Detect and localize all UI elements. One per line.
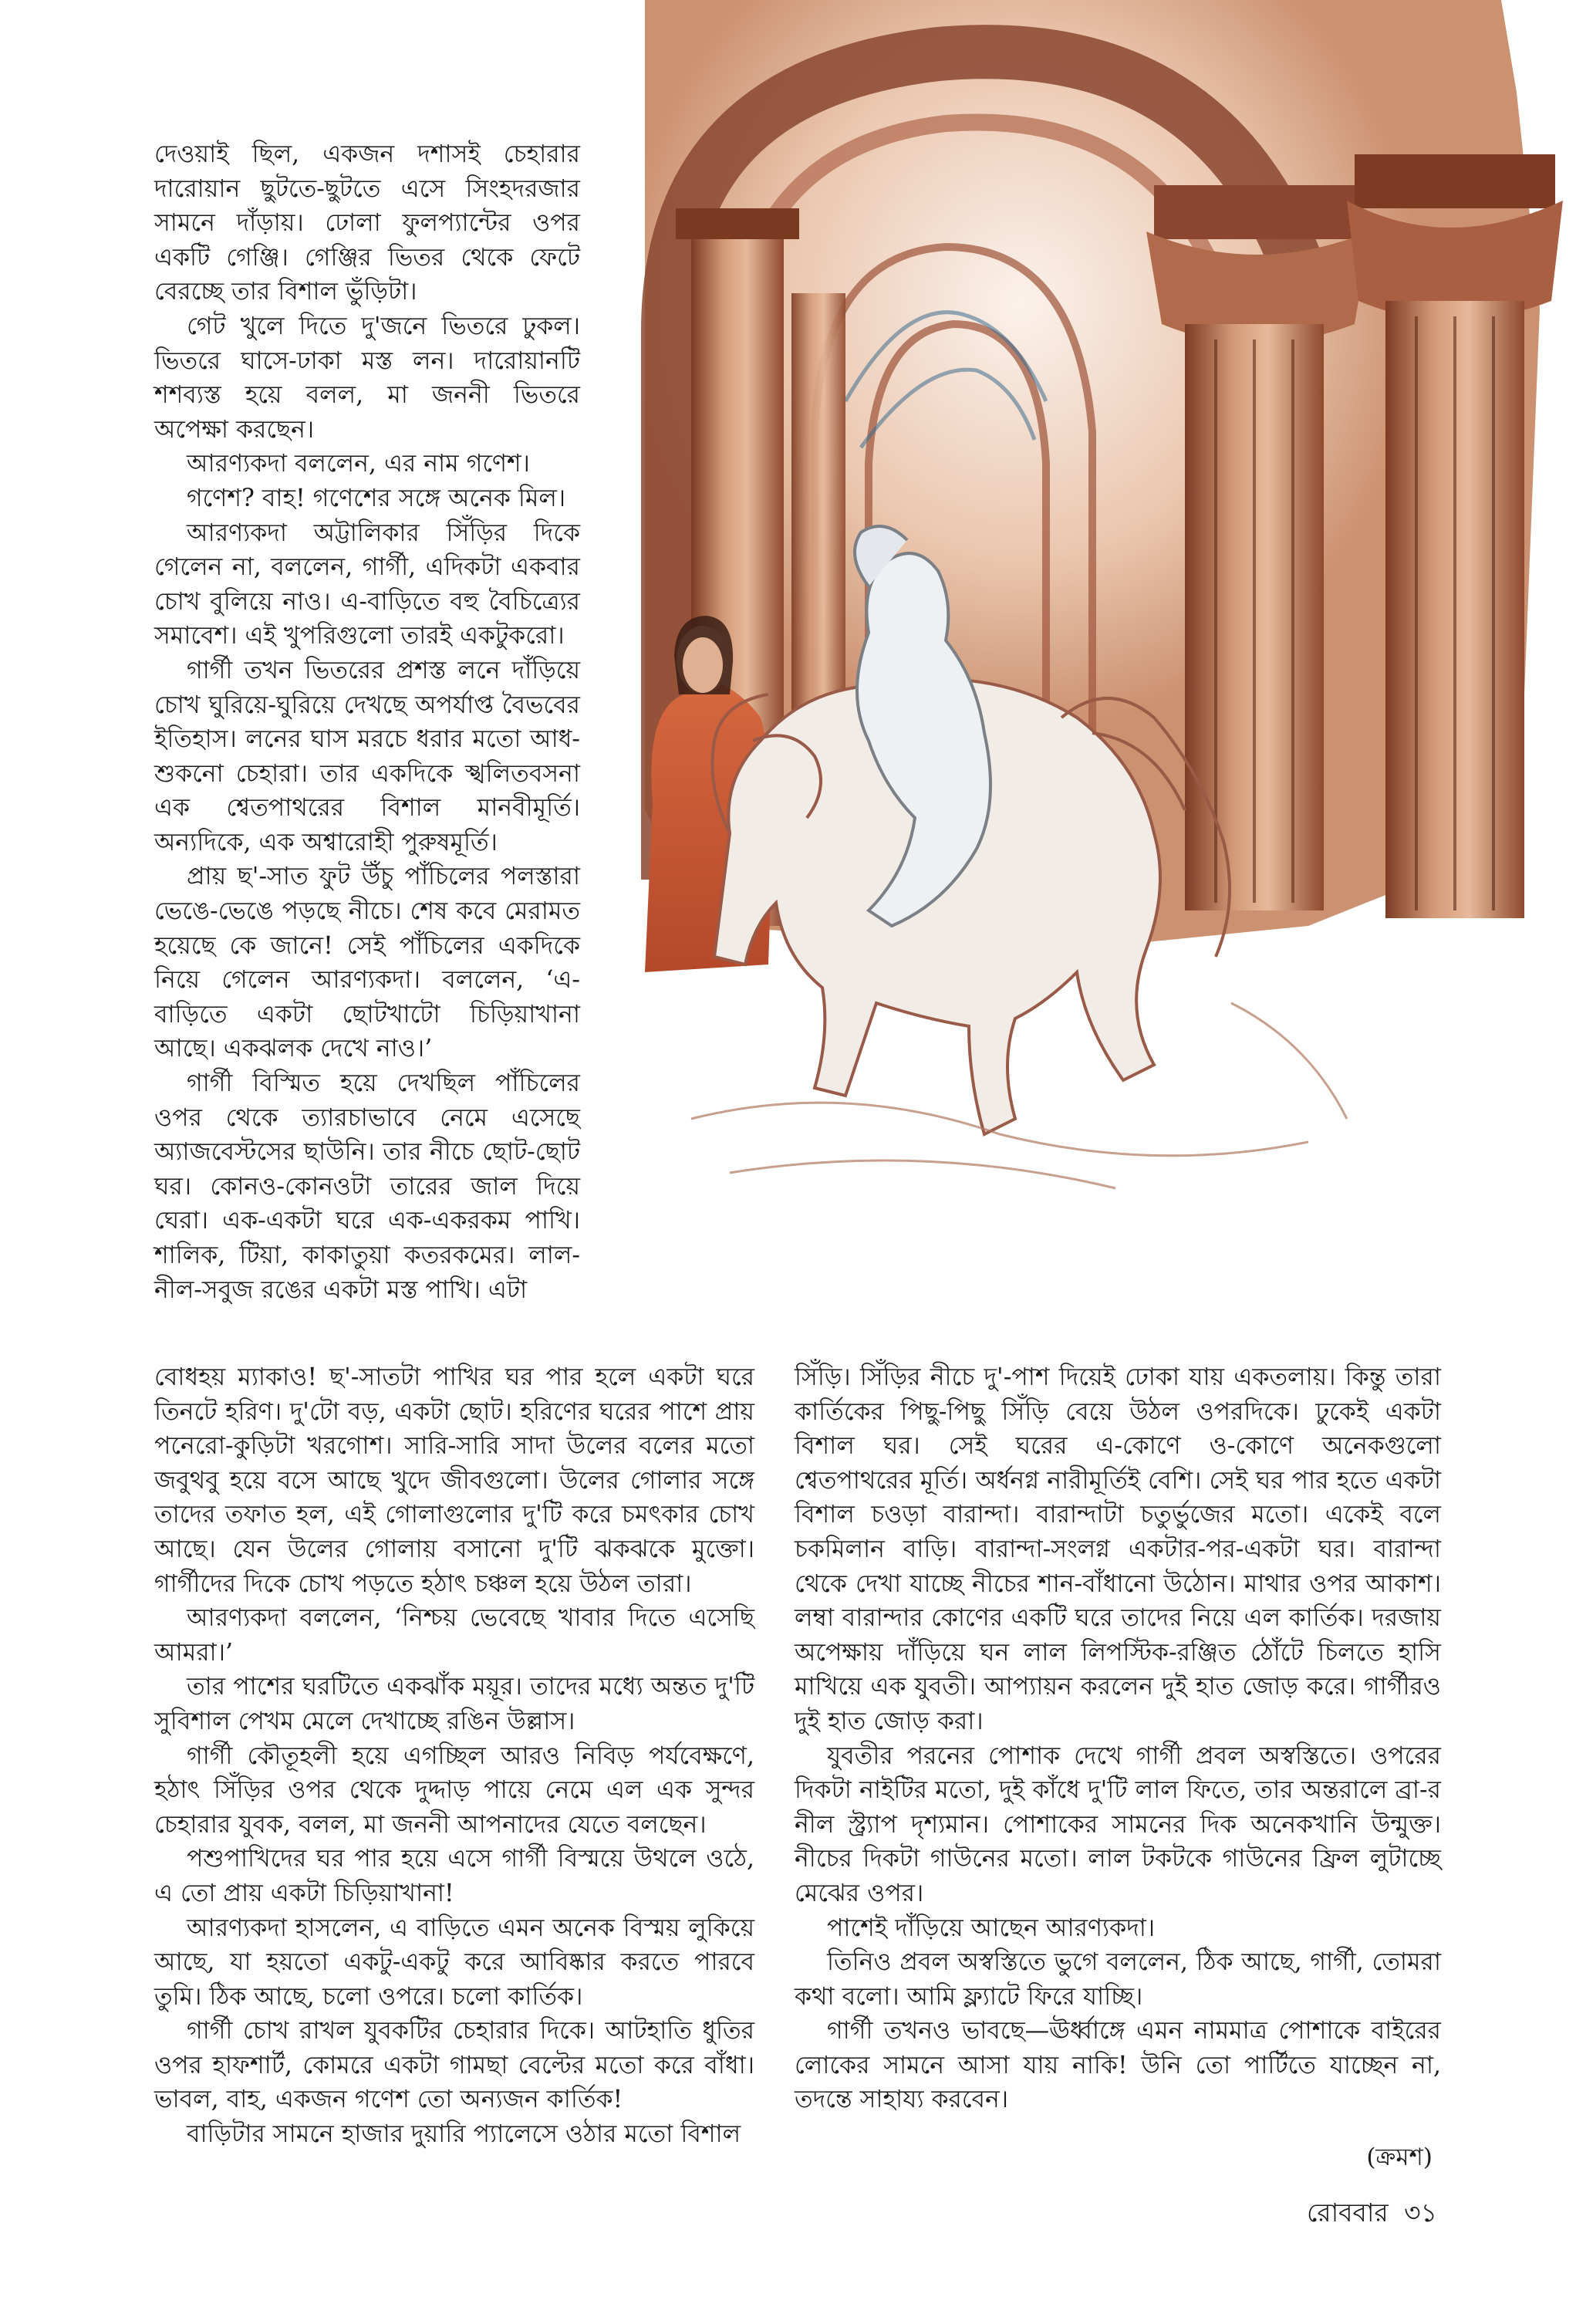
- paragraph: গণেশ? বাহ! গণেশের সঙ্গে অনেক মিল।: [187, 484, 566, 512]
- paragraph: প্রায় ছ'-সাত ফুট উঁচু পাঁচিলের পলস্তারা ভেঙে-ভেঙে পড়ছে নীচে। শেষ কবে মেরামত হয়েছে কে জানে! সেই পাঁচিলের একদিকে নিয়ে গেলেন আরণ্যকদা। বললেন, ‘এ-বাড়িতে একটা ছোটখাটো চিড়িয়াখানা আছে। একঝলক দেখে নাও।’: [154, 863, 580, 1063]
- paragraph: গার্গী তখন ভিতরের প্রশস্ত লনে দাঁড়িয়ে চোখ ঘুরিয়ে-ঘুরিয়ে দেখছে অপর্যাপ্ত বৈভবের ইতিহাস। লনের ঘাস মরচে ধরার মতো আধ-শুকনো চেহারা। তার একদিকে স্খলিতবসনা এক শ্বেতপাথরের বিশাল মানবীমূর্তি। অন্যদিকে, এক অশ্বারোহী পুরুষমূর্তি।: [154, 656, 580, 856]
- paragraph: দেওয়াই ছিল, একজন দশাসই চেহারার দারোয়ান ছুটতে-ছুটতে এসে সিংহদরজার সামনে দাঁড়ায়। ঢোলা ফুলপ্যান্টের ওপর একটি গেঞ্জি। গেঞ্জির ভিতর থেকে ফেটে বেরচ্ছে তার বিশাল ভুঁড়িটা।: [154, 140, 580, 306]
- palace-illustration: [614, 0, 1576, 1227]
- paragraph: গেট খুলে দিতে দু'জনে ভিতরে ঢুকল। ভিতরে ঘাসে-ঢাকা মস্ত লন। দারোয়ানটি শশব্যস্ত হয়ে বলল, মা জননী ভিতরে অপেক্ষা করছেন।: [154, 312, 580, 444]
- paragraph: বাড়িটার সামনে হাজার দুয়ারি প্যালেসে ওঠার মতো বিশাল: [187, 2120, 741, 2149]
- left-column: [154, 137, 580, 1307]
- page-number: ৩১: [1404, 2197, 1437, 2228]
- paragraph: সিঁড়ি। সিঁড়ির নীচে দু'-পাশ দিয়েই ঢোকা যায় একতলায়। কিন্তু তারা কার্তিকের পিছু-পিছু সিঁড়ি বেয়ে উঠল ওপরদিকে। ঢুকেই একটা বিশাল ঘর। সেই ঘরের এ-কোণে ও-কোণে অনেকগুলো শ্বেতপাথরের মূর্তি। অর্ধনগ্ন নারীমূর্তিই বেশি। সেই ঘর পার হতে একটা বিশাল চওড়া বারান্দা। বারান্দাটা চতুর্ভুজের মতো। একেই বলে চকমিলান বাড়ি। বারান্দা-সংলগ্ন একটার-পর-একটা ঘর। বারান্দা থেকে দেখা যাচ্ছে নীচের শান-বাঁধানো উঠোন। মাথার ওপর আকাশ। লম্বা বারান্দার কোণের একটি ঘরে তাদের নিয়ে এল কার্তিক। দরজায় অপেক্ষায় দাঁড়িয়ে ঘন লাল লিপস্টিক-রঞ্জিত ঠোঁটে চিলতে হাসি মাখিয়ে এক যুবতী। আপ্যায়ন করলেন দুই হাত জোড় করে। গার্গীরও দুই হাত জোড় করা।: [795, 1363, 1441, 1735]
- paragraph: বোধহয় ম্যাকাও! ছ'-সাতটা পাখির ঘর পার হলে একটা ঘরে তিনটে হরিণ। দু'টো বড়, একটা ছোট। হরিণের ঘরের পাশে প্রায় পনেরো-কুড়িটা খরগোশ। সারি-সারি সাদা উলের বলের মতো জবুথবু হয়ে বসে আছে খুদে জীবগুলো। উলের গোলার সঙ্গে তাদের তফাত হল, এই গোলাগুলোর দু'টি করে চমৎকার চোখ আছে। যেন উলের গোলায় বসানো দু'টি ঝকঝকে মুক্তো। গার্গীদের দিকে চোখ পড়তে হঠাৎ চঞ্চল হয়ে উঠল তারা।: [154, 1363, 754, 1598]
- paragraph: আরণ্যকদা বললেন, ‘নিশ্চয় ভেবেছে খাবার দিতে এসেছি আমরা।’: [154, 1604, 754, 1667]
- paragraph: গার্গী তখনও ভাবছে—ঊর্ধ্বাঙ্গে এমন নামমাত্র পোশাকে বাইরের লোকের সামনে আসা যায় নাকি! উনি তো পার্টিতে যাচ্ছেন না, তদন্তে সাহায্য করবেন।: [795, 2017, 1441, 2114]
- paragraph: গার্গী চোখ রাখল যুবকটির চেহারার দিকে। আটহাতি ধুতির ওপর হাফশার্ট, কোমরে একটা গামছা বেল্টের মতো করে বাঁধা। ভাবল, বাহ, একজন গণেশ তো অন্যজন কার্তিক!: [154, 2017, 754, 2114]
- bottom-left-column: [154, 1360, 754, 2152]
- illustration: [614, 0, 1576, 1227]
- paragraph: গার্গী বিস্মিত হয়ে দেখছিল পাঁচিলের ওপর থেকে ত্যারচাভাবে নেমে এসেছে অ্যাজবেস্টসের ছাউনি। তার নীচে ছোট-ছোট ঘর। কোনও-কোনওটা তারের জাল দিয়ে ঘেরা। এক-একটা ঘরে এক-একরকম পাখি। শালিক, টিয়া, কাকাতুয়া কতরকমের। লাল-নীল-সবুজ রঙের একটা মস্ত পাখি। এটা: [154, 1069, 580, 1304]
- paragraph: আরণ্যকদা হাসলেন, এ বাড়িতে এমন অনেক বিস্ময় লুকিয়ে আছে, যা হয়তো একটু-একটু করে আবিষ্কার করতে পারবে তুমি। ঠিক আছে, চলো ওপরে। চলো কার্তিক।: [154, 1914, 754, 2011]
- continued-label: (ক্রমশ): [1366, 2143, 1433, 2171]
- paragraph: পশুপাখিদের ঘর পার হয়ে এসে গার্গী বিস্ময়ে উথলে ওঠে, এ তো প্রায় একটা চিড়িয়াখানা!: [154, 1845, 754, 1907]
- paragraph: পাশেই দাঁড়িয়ে আছেন আরণ্যকদা।: [827, 1914, 1156, 1942]
- page-footer: [1307, 2193, 1437, 2236]
- paragraph: আরণ্যকদা বললেন, এর নাম গণেশ।: [187, 450, 530, 478]
- bottom-right-column: [795, 1360, 1441, 2117]
- paragraph: তার পাশের ঘরটিতে একঝাঁক ময়ূর। তাদের মধ্যে অন্তত দু'টি সুবিশাল পেখম মেলে দেখাচ্ছে রঙিন উল্লাস।: [154, 1673, 754, 1735]
- paragraph: তিনিও প্রবল অস্বস্তিতে ভুগে বললেন, ঠিক আছে, গার্গী, তোমরা কথা বলো। আমি ফ্ল্যাটে ফিরে যাচ্ছি।: [795, 1948, 1441, 2011]
- paragraph: আরণ্যকদা অট্টালিকার সিঁড়ির দিকে গেলেন না, বললেন, গার্গী, এদিকটা একবার চোখ বুলিয়ে নাও। এ-বাড়িতে বহু বৈচিত্র্যের সমাবেশ। এই খুপরিগুলো তারই একটুকরো।: [154, 519, 580, 650]
- magazine-name: রোববার: [1307, 2197, 1389, 2228]
- paragraph: গার্গী কৌতূহলী হয়ে এগচ্ছিল আরও নিবিড় পর্যবেক্ষণে, হঠাৎ সিঁড়ির ওপর থেকে দুদ্দাড় পায়ে নেমে এল এক সুন্দর চেহারার যুবক, বলল, মা জননী আপনাদের যেতে বলছেন।: [154, 1741, 754, 1839]
- paragraph: যুবতীর পরনের পোশাক দেখে গার্গী প্রবল অস্বস্তিতে। ওপরের দিকটা নাইটির মতো, দুই কাঁধে দু'টি লাল ফিতে, তার অন্তরালে ব্রা-র নীল স্ট্র্যাপ দৃশ্যমান। পোশাকের সামনের দিক অনেকখানি উন্মুক্ত। নীচের দিকটা গাউনের মতো। লাল টকটকে গাউনের ফ্রিল লুটাচ্ছে মেঝের ওপর।: [795, 1741, 1441, 1907]
